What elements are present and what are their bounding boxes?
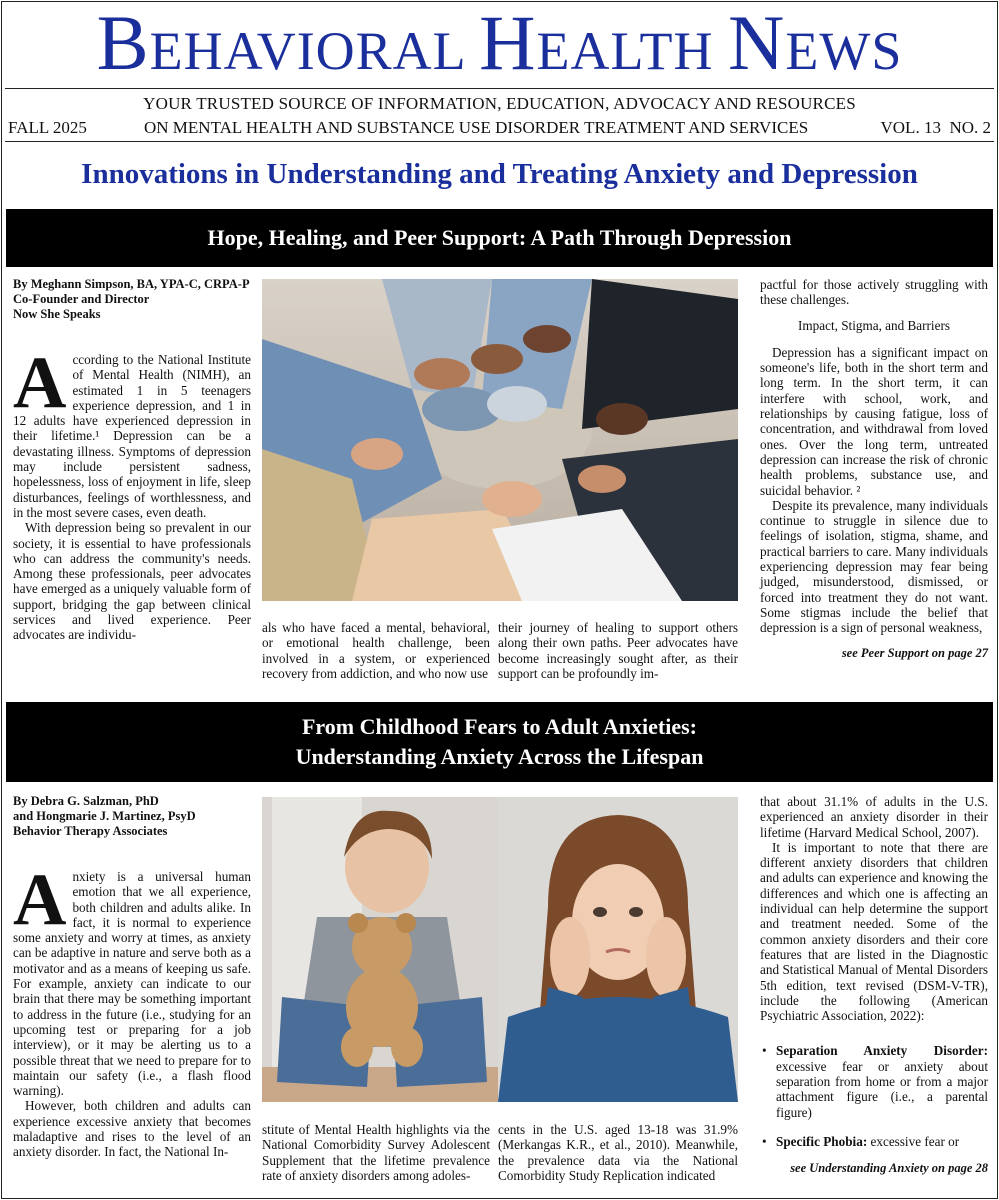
article2-col4 <box>760 794 988 1177</box>
article2-banner-line: Understanding Anxiety Across the Lifespan <box>295 744 704 769</box>
byline-org: Behavior Therapy Associates <box>13 824 168 838</box>
drop-cap: A <box>13 342 67 424</box>
masthead <box>0 0 999 90</box>
peer-support-photo <box>262 279 738 601</box>
article2-para: stitute of Mental Health highlights via the National Comorbidity Survey Adolescent Supplement that the lifetime prevalence rate of anxiety disorders among adoles- <box>262 1122 490 1183</box>
tagline-1: YOUR TRUSTED SOURCE OF INFORMATION, EDUCATION, ADVOCACY AND RESOURCES <box>143 94 856 113</box>
tagline-2: ON MENTAL HEALTH AND SUBSTANCE USE DISORDER TREATMENT AND SERVICES <box>144 118 809 137</box>
article1-para: pactful for those actively struggling with these challenges. <box>760 277 988 308</box>
article2-byline <box>13 794 251 839</box>
child-illustration <box>262 797 498 1102</box>
article1-para: Despite its prevalence, many individuals continue to struggle in silence due to feelings of isolation, stigma, shame, and practical barriers to care. Many individuals experiencing depression may fear being judged, misunderstood, dismissed, or forced into treatment they do not want. Some stigmas include the belief that depression is a sign of personal weakness, <box>760 497 988 636</box>
disorder-list <box>760 1043 988 1149</box>
hands-circle-illustration <box>262 279 738 601</box>
title-initial: B <box>96 0 150 86</box>
article2-col3 <box>498 1122 738 1183</box>
title-word: EALTH <box>536 21 714 81</box>
article1-col2 <box>262 620 490 681</box>
byline-title: Co-Founder and Director <box>13 292 150 306</box>
article1-para: Depression has a significant impact on someone's life, both in the short term and long term. In the short term, it can interfere with school, work, and relationships by causing fatigue, loss of concentration, and withdrawal from loved ones. Over the long term, untreated depression can increase the risk of chronic health problems, substance use, and suicidal behavior. ² <box>760 344 988 498</box>
drop-cap: A <box>13 859 67 941</box>
article1-banner[interactable]: Hope, Healing, and Peer Support: A Path Through Depression <box>6 209 993 267</box>
volume-number: VOL. 13 NO. 2 <box>880 118 991 137</box>
masthead-title <box>0 0 999 94</box>
title-initial: N <box>728 0 786 86</box>
list-item: • Specific Phobia: excessive fear or <box>760 1134 988 1149</box>
byline-org: Now She Speaks <box>13 307 101 321</box>
article1-para: With depression being so prevalent in our society, it is essential to have professionals who can address the community's needs. Among these professionals, peer advocates have emerged as a uniquely valuable form of support, bridging the gap between clinical services and lived experience. Peer advocates are individu- <box>13 520 251 643</box>
anxious-woman-photo <box>498 797 738 1102</box>
article2-para: cents in the U.S. aged 13-18 was 31.9% (Merkangas K.R., et al., 2010). Meanwhile, the prevalence data via the National Comorbidity Study Replication indicated <box>498 1122 738 1183</box>
article1-continued-link[interactable]: see Peer Support on page 27 <box>841 645 988 660</box>
article2-para: It is important to note that there are different anxiety disorders that children and adults can experience and knowing the differences and which one is affecting an individual can help determine the support and treatment needed. Some of the common anxiety disorders and their core features that are listed in the Diagnostic and Statistical Manual of Mental Disorders 5th edition, text revised (DSM-V-TR), include the following (American Psychiatric Association, 2022): <box>760 839 988 1024</box>
byline-author: By Debra G. Salzman, PhD <box>13 794 159 808</box>
child-teddy-photo <box>262 797 498 1102</box>
article2-para: However, both children and adults can experience excessive anxiety that becomes maladaptive and rises to the level of an anxiety disorder. In fact, the National In- <box>13 1098 251 1160</box>
article2-banner[interactable] <box>6 702 993 782</box>
title-initial: H <box>479 0 537 86</box>
title-word: EHAVIORAL <box>149 21 465 81</box>
article1-col1 <box>13 277 251 685</box>
byline-author: and Hongmarie J. Martinez, PsyD <box>13 809 196 823</box>
article1-byline <box>13 277 251 322</box>
article1-para: their journey of healing to support others along their own paths. Peer advocates have become increasingly sought after, as their support can be profoundly im- <box>498 620 738 681</box>
article1-subhead: Impact, Stigma, and Barriers <box>798 317 950 333</box>
issue-headline: Innovations in Understanding and Treating Anxiety and Depression <box>81 158 918 190</box>
masthead-rule <box>5 88 994 89</box>
woman-illustration <box>498 797 738 1102</box>
title-word: EWS <box>785 21 903 81</box>
article1-col3 <box>498 620 738 681</box>
tagline-rule <box>5 141 994 142</box>
article1-para: According to the National Institute of Mental Health (NIMH), an estimated 1 in 5 teenagers experience depression, and 1 in 12 adults have experienced depression in their lifetime.¹ Depression can be a devastating illness. Symptoms of depression may include persistent sadness, hopelessness, loss of enjoyment in life, sleep disturbances, feelings of worthlessness, and in the most severe cases, even death. <box>13 342 251 520</box>
list-item: • Separation Anxiety Disorder: excessive fear or anxiety about separation from home or from a major attachment figure (i.e., a parental figure) <box>760 1043 988 1119</box>
article1-col4 <box>760 277 988 661</box>
article2-continued-link[interactable]: see Understanding Anxiety on page 28 <box>790 1161 988 1176</box>
issue-date: FALL 2025 <box>8 118 87 137</box>
article2-col2 <box>262 1122 490 1183</box>
article2-banner-line: From Childhood Fears to Adult Anxieties: <box>301 714 697 739</box>
article1-para: als who have faced a mental, behavioral, or emotional health challenge, been involved in a system, or experienced recovery from addiction, and who now use <box>262 620 490 681</box>
article2-para: Anxiety is a universal human emotion that we all experience, both children and adults alike. In fact, it is normal to experience some anxiety and worry at times, as anxiety can be adaptive in nature and serve both as a motivator and as a means of keeping us safe. For example, anxiety can indicate to our brain that there may be something important to address in the future (i.e., studying for an upcoming test or preparing for a job interview), or it may be alerting us to a possible threat that we need to prepare for to maintain our safety (i.e., a flash flood warning). <box>13 859 251 1099</box>
article2-para: that about 31.1% of adults in the U.S. experienced an anxiety disorder in their lifetime (Harvard Medical School, 2007). <box>760 794 988 840</box>
article2-col1 <box>13 794 251 1160</box>
byline-author: By Meghann Simpson, BA, YPA-C, CRPA-P <box>13 277 250 291</box>
